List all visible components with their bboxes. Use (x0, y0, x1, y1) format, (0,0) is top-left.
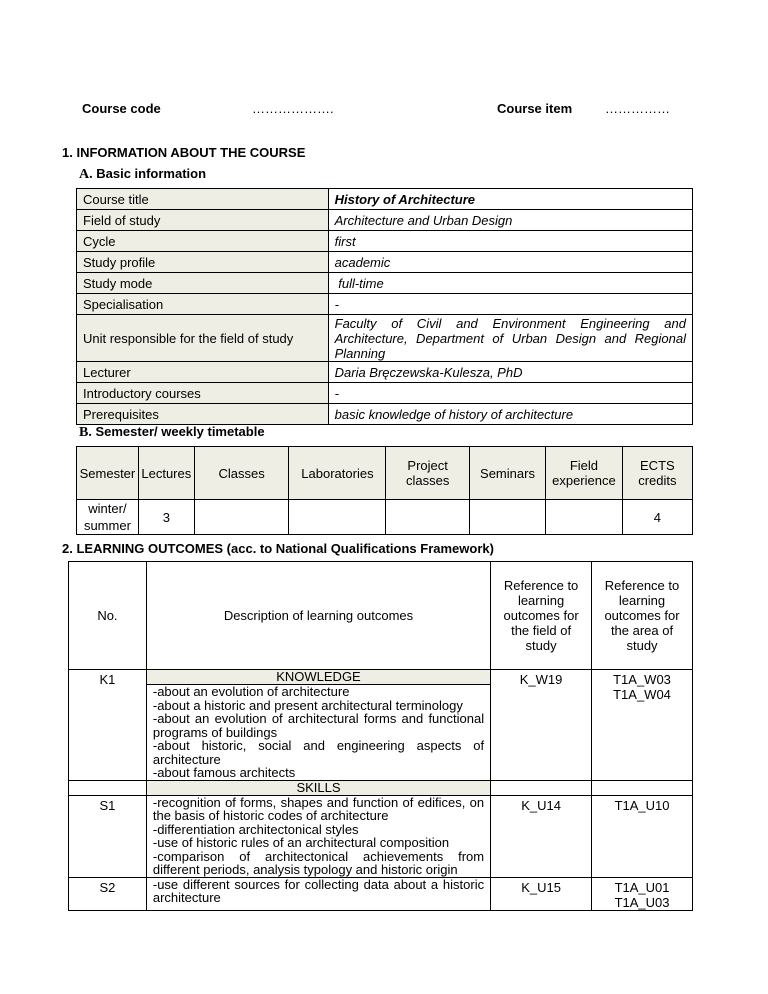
header-description: Description of learning outcomes (146, 562, 490, 670)
row-label: Cycle (77, 231, 329, 252)
outcome-line: -recognition of forms, shapes and function of edifices, on the basis of historic codes of architecture (152, 794, 485, 823)
header-cell: Lectures (138, 447, 194, 500)
header-cell: Classes (194, 447, 289, 500)
table-row (77, 210, 693, 231)
s1-ref-area: T1A_U10 (592, 795, 693, 877)
s1-no: S1 (69, 795, 147, 877)
row-value: academic (328, 252, 692, 273)
row-value: full-time (328, 273, 692, 294)
subsection-a-heading (79, 166, 206, 183)
timetable-row (77, 500, 693, 535)
s1-ref-field: K_U14 (491, 795, 592, 877)
table-row (77, 231, 693, 252)
course-code-value: ………………. (252, 101, 334, 116)
outcome-line: -about historic, social and engineering aspects of architecture (152, 738, 485, 767)
outcome-line: -about famous architects (152, 765, 296, 780)
table-row (69, 780, 693, 795)
table-row (77, 189, 693, 210)
subsection-b-heading (79, 424, 265, 441)
outcome-line: -about an evolution of architectural forms and functional programs of buildings (152, 711, 485, 740)
outcome-line: -use of historic rules of an architectural composition (152, 835, 450, 850)
skills-ref-spacer (491, 780, 592, 795)
row-value: - (328, 294, 692, 315)
k1-ref-area (592, 670, 693, 781)
subsection-b-letter: B. (79, 425, 92, 440)
outcome-line: -use different sources for collecting data about a historic architecture (152, 876, 485, 905)
k1-ref-field: K_W19 (491, 670, 592, 781)
row-value: Daria Bręczewska-Kulesza, PhD (328, 362, 692, 383)
row-label: Prerequisites (77, 404, 329, 425)
classes-cell (194, 500, 289, 535)
skills-label: SKILLS (146, 780, 490, 795)
header-cell: Seminars (469, 447, 545, 500)
row-value: History of Architecture (328, 189, 692, 210)
header-cell: Laboratories (289, 447, 386, 500)
row-label: Specialisation (77, 294, 329, 315)
lectures-cell: 3 (138, 500, 194, 535)
ref-area-code: T1A_U01 (614, 879, 670, 895)
table-row (77, 362, 693, 383)
row-value: first (328, 231, 692, 252)
k1-no: K1 (69, 670, 147, 781)
knowledge-label: KNOWLEDGE (146, 670, 490, 685)
project-classes-cell (386, 500, 469, 535)
ref-area-code: T1A_W03 (613, 672, 671, 687)
row-label: Course title (77, 189, 329, 210)
section2-title: 2. LEARNING OUTCOMES (acc. to National Qualifications Framework) (62, 541, 494, 556)
semester-cell: winter/ summer (77, 500, 139, 535)
outcome-line: -about a historic and present architectural terminology (152, 697, 463, 713)
outcomes-header-row (69, 562, 693, 670)
s2-no: S2 (69, 877, 147, 910)
section1-title: 1. INFORMATION ABOUT THE COURSE (62, 145, 306, 160)
ects-cell: 4 (622, 500, 692, 535)
table-row (69, 877, 693, 910)
header-ref-area: Reference to learning outcomes for the area of study (592, 562, 693, 670)
table-row (77, 383, 693, 404)
outcome-line: -about an evolution of architecture (152, 684, 350, 699)
table-row (77, 252, 693, 273)
s1-description (146, 795, 490, 877)
row-label: Lecturer (77, 362, 329, 383)
ref-area-code: T1A_W04 (613, 687, 671, 702)
row-label: Unit responsible for the field of study (77, 315, 329, 362)
laboratories-cell (289, 500, 386, 535)
row-label: Introductory courses (77, 383, 329, 404)
seminars-cell (469, 500, 545, 535)
learning-outcomes-table (68, 561, 693, 911)
row-label: Field of study (77, 210, 329, 231)
table-row (77, 315, 693, 362)
s2-description (146, 877, 490, 910)
subsection-b-title: Semester/ weekly timetable (95, 424, 265, 439)
row-label: Study mode (77, 273, 329, 294)
field-experience-cell (546, 500, 623, 535)
ref-area-code: T1A_U03 (614, 894, 670, 910)
header-cell: Semester (77, 447, 139, 500)
row-value: Architecture and Urban Design (328, 210, 692, 231)
table-row (77, 404, 693, 425)
header-ref-field: Reference to learning outcomes for the field of study (491, 562, 592, 670)
outcome-line: -comparison of architectonical achievements from different periods, analysis typology and historic origin (152, 848, 485, 877)
header-no: No. (69, 562, 147, 670)
course-item-value: …………… (605, 101, 670, 116)
basic-info-table (76, 188, 693, 425)
table-row (77, 273, 693, 294)
course-item-label: Course item (497, 101, 573, 116)
table-row (77, 294, 693, 315)
row-value: Faculty of Civil and Environment Engineering and Architecture, Department of Urban Design and Regional Planning (328, 315, 692, 362)
outcome-line: -differentiation architectonical styles (152, 821, 359, 837)
header-cell: Project classes (386, 447, 469, 500)
row-value: - (328, 383, 692, 404)
table-row (69, 670, 693, 685)
row-label: Study profile (77, 252, 329, 273)
timetable-header-row (77, 447, 693, 500)
skills-no-spacer (69, 780, 147, 795)
s2-ref-area (592, 877, 693, 910)
table-row (69, 795, 693, 877)
s2-ref-field: K_U15 (491, 877, 592, 910)
timetable-table (76, 446, 693, 535)
k1-description (146, 685, 490, 781)
subsection-a-letter: A. (79, 167, 93, 182)
subsection-a-title: Basic information (96, 166, 207, 181)
course-code-label: Course code (82, 101, 161, 116)
row-value: basic knowledge of history of architecture (328, 404, 692, 425)
header-cell: Field experience (546, 447, 623, 500)
header-cell: ECTS credits (622, 447, 692, 500)
skills-area-spacer (592, 780, 693, 795)
